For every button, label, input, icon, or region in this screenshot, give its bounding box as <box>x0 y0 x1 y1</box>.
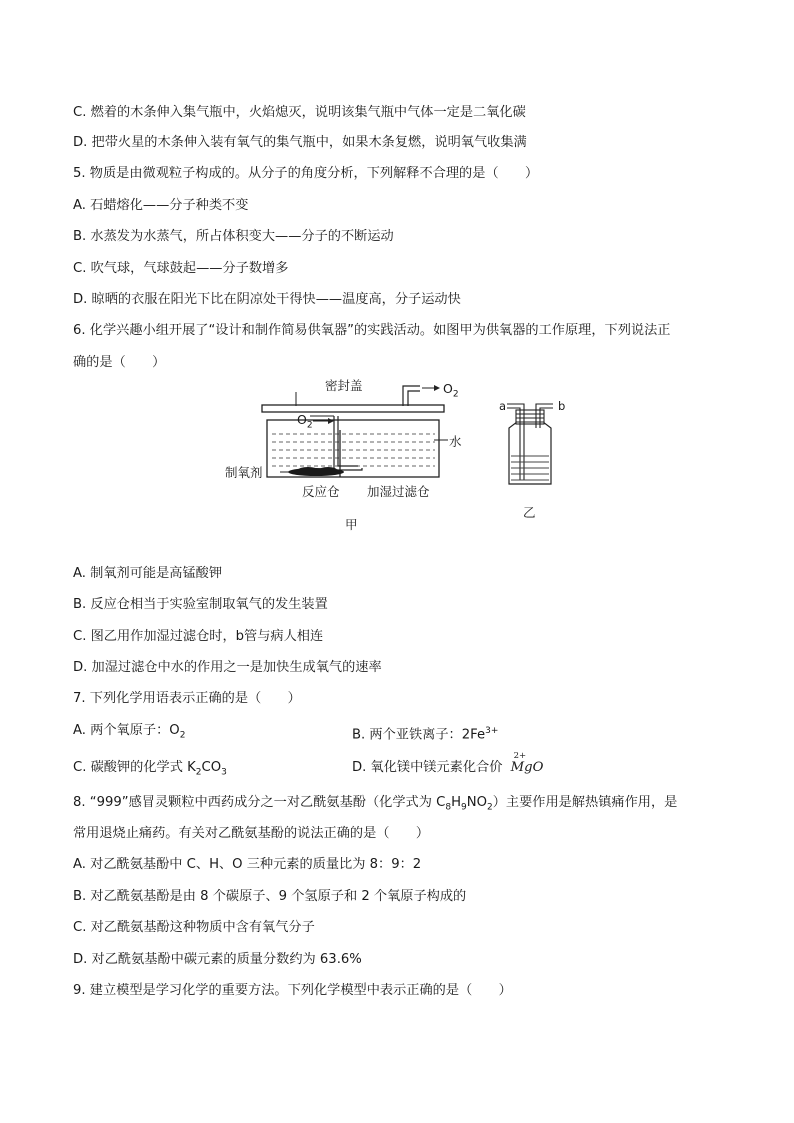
mgo-valence-formula: 2+ MgO <box>510 751 544 775</box>
label-o2-inner: $O_2$ <box>297 412 313 431</box>
q5-option-d: D. 晾晒的衣服在阳光下比在阴凉处干得快——温度高，分子运动快 <box>73 292 461 307</box>
caption-jia: 甲 <box>345 517 358 532</box>
q6-option-d: D. 加湿过滤仓中水的作用之一是加快生成氧气的速率 <box>73 660 382 675</box>
q8-option-d: D. 对乙酰氨基酚中碳元素的质量分数约为 63.6% <box>73 952 362 967</box>
q5-option-b: B. 水蒸发为水蒸气，所占体积变大——分子的不断运动 <box>73 229 394 244</box>
q4-option-c: C. 燃着的木条伸入集气瓶中，火焰熄灭，说明该集气瓶中气体一定是二氧化碳 <box>73 105 526 120</box>
q9-stem: 9. 建立模型是学习化学的重要方法。下列化学模型中表示正确的是（ ） <box>73 983 512 998</box>
outlet-tube <box>403 386 420 406</box>
q5-stem: 5. 物质是由微观粒子构成的。从分子的角度分析，下列解释不合理的是（ ） <box>73 166 539 181</box>
label-sealed-lid: 密封盖 <box>325 378 363 393</box>
caption-yi: 乙 <box>523 505 536 520</box>
q8-option-c: C. 对乙酰氨基酚这种物质中含有氧气分子 <box>73 920 315 935</box>
q6-option-a: A. 制氧剂可能是高锰酸钾 <box>73 566 223 581</box>
q7-option-a: A. 两个氧原子：$O_2$ <box>73 723 186 741</box>
q6-stem-line1: 6. 化学兴趣小组开展了“设计和制作简易供氧器”的实践活动。如图甲为供氧器的工作原理，下列说法正 <box>73 323 671 338</box>
water-level-lines <box>272 434 435 466</box>
label-tube-a: a <box>499 399 507 413</box>
q4-option-d: D. 把带火星的木条伸入装有氧气的集气瓶中，如果木条复燃，说明氧气收集满 <box>73 135 527 150</box>
q7-option-b: B. 两个亚铁离子：$2Fe^{3+}$ <box>352 726 499 743</box>
q5-option-c: C. 吹气球，气球鼓起——分子数增多 <box>73 261 289 276</box>
q8-option-b: B. 对乙酰氨基酚是由 8 个碳原子、9 个氢原子和 2 个氧原子构成的 <box>73 889 467 904</box>
q7-option-d: D. 氧化镁中镁元素化合价 2+ MgO <box>352 751 544 775</box>
q6-option-c: C. 图乙用作加湿过滤仓时，b管与病人相连 <box>73 629 324 644</box>
q6-stem-line2: 确的是（ ） <box>73 355 166 370</box>
label-humidify-filter: 加湿过滤仓 <box>367 484 430 499</box>
figure-jia-oxygen-supplier <box>220 372 480 534</box>
bottle-water-lines <box>511 456 549 480</box>
label-tube-b: b <box>558 399 566 413</box>
q8-option-a: A. 对乙酰氨基酚中 C、H、O 三种元素的质量比为 8：9：2 <box>73 857 422 872</box>
q8-stem-line1: 8. “999”感冒灵颗粒中西药成分之一对乙酰氨基酚（化学式为 $C_8H_9NO_2$）主要作用是解热镇痛作用，是 <box>73 795 678 813</box>
q8-stem-line2: 常用退烧止痛药。有关对乙酰氨基酚的说法正确的是（ ） <box>73 826 430 841</box>
q7-option-c: C. 碳酸钾的化学式 $K_2CO_3$ <box>73 760 227 778</box>
label-o2-outlet: $O_2$ <box>443 381 459 400</box>
label-oxygen-agent: 制氧剂 <box>225 465 263 480</box>
q6-option-b: B. 反应仓相当于实验室制取氧气的发生装置 <box>73 597 328 612</box>
label-reaction-chamber: 反应仓 <box>302 484 340 499</box>
sealed-lid <box>262 405 444 412</box>
label-water: 水 <box>449 434 462 449</box>
tank-outline <box>267 420 439 477</box>
q5-option-a: A. 石蜡熔化——分子种类不变 <box>73 198 249 213</box>
q7-stem: 7. 下列化学用语表示正确的是（ ） <box>73 691 301 706</box>
